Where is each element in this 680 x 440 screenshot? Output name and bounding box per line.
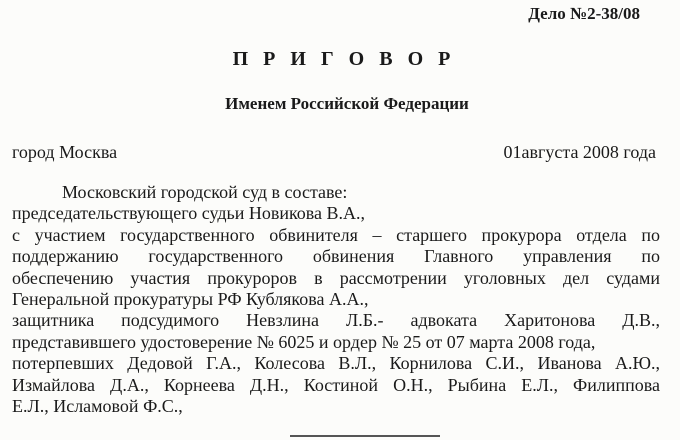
- body-line: с участием государственного обвинителя – старшего прокурора отдела по: [12, 224, 660, 245]
- body-line: председательствующего судьи Новикова В.А.,: [12, 203, 366, 224]
- case-number: Дело №2-38/08: [528, 4, 640, 23]
- body-line: Московский городской суд в составе:: [62, 182, 348, 202]
- document-body: [12, 182, 660, 417]
- body-line: Е.Л., Исламовой Ф.С.,: [12, 395, 183, 416]
- body-line: Измайлова Д.А., Корнеева Д.Н., Костиной О.Н., Рыбина Е.Л., Филиппова: [12, 374, 660, 395]
- judgment-date: 01августа 2008 года: [503, 142, 656, 162]
- body-line: потерпевших Дедовой Г.А., Колесова В.Л., Корнилова С.И., Иванова А.Ю.,: [12, 353, 660, 374]
- body-line: обеспечению участия прокуроров в рассмотрении уголовных дел судами: [12, 267, 660, 288]
- body-line: Генеральной прокуратуры РФ Кублякова А.А.,: [12, 288, 369, 309]
- document-title: П Р И Г О В О Р: [232, 48, 456, 70]
- body-line: защитника подсудимого Невзлина Л.Б.- адвоката Харитонова Д.В.,: [12, 310, 660, 331]
- place-of-judgment: город Москва: [12, 142, 118, 162]
- body-line: представившего удостоверение № 6025 и ордер № 25 от 07 марта 2008 года,: [12, 331, 596, 352]
- cut-off-text-fragment: [290, 432, 440, 438]
- body-line: поддержанию государственного обвинения Главного управления по: [12, 246, 660, 267]
- document-subtitle: Именем Российской Федерации: [225, 94, 469, 113]
